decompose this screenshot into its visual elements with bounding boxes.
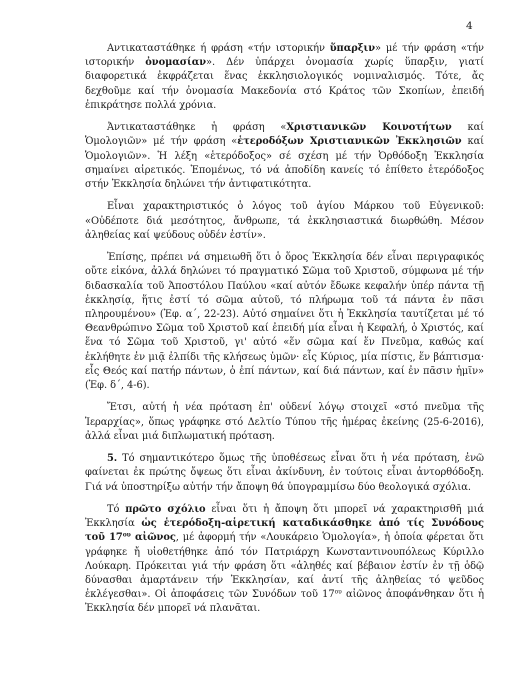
text: εἶναι ὅτι ἡ ἄποψη ὅτι μπορεῖ νά χαρακτηρισθῆ μιά Ἐκκλησία: [85, 504, 484, 530]
bold-term: ὡς ἑτερόδοξη-αἱρετική καταδικάσθηκε ἀπό τίς Συνόδους τοῦ 17: [85, 518, 484, 544]
bold-term: Χριστιανικῶν Κοινοτήτων: [286, 122, 452, 134]
bold-term: αἰῶνος: [130, 532, 176, 544]
paragraph-1: [85, 42, 484, 113]
paragraph-7: [85, 503, 484, 617]
text: , μέ ἀφορμή τήν «Λουκάρειο Ὁμολογία», ἡ ὁποία φέρεται ὅτι γράφηκε ἤ υἱοθετήθηκε ἀπό τόν Πατριάρχη Κωνσταντινουπόλεως Κύριλλο Λούκαρη. Πρόκειται γιά τήν φράση ὅτι «ἀληθές καί βέβαιον ἐστίν ἐν τῇ ὁδῷ δύνασθαι ἁμαρτάνειν τήν Ἐκκλησίαν, καί ἀντί τῆς ἀληθείας τό ψεῦδος ἐκλέγεσθαι». Οἱ ἀποφάσεις τῶν Συνόδων τοῦ 17: [85, 532, 484, 601]
page-body: [85, 42, 484, 625]
superscript: ου: [122, 531, 131, 539]
text: Εἶναι χαρακτηριστικός ὁ λόγος τοῦ ἁγίου Μάρκου τοῦ Εὐγενικοῦ: «Οὐδέποτε διά μεσότητος, ἄνθρωπε, τά ἐκκλησιαστικά διωρθώθη. Μέσον ἀληθείας καί ψεύδους οὐδέν ἐστίν».: [85, 201, 484, 241]
bold-term: ἑτεροδόξων Χριστιανικῶν Ἐκκλησιῶν: [237, 136, 462, 148]
paragraph-3: [85, 200, 484, 243]
paragraph-2: [85, 121, 484, 192]
text: » μέ τήν φράση «τήν ιστορικήν: [85, 43, 484, 69]
section-number: 5.: [107, 453, 118, 465]
bold-term: πρῶτο σχόλιο: [125, 504, 206, 516]
bold-term: ὀνομασίαν: [145, 57, 206, 69]
text: Αντικαταστάθηκε ή φράση «τήν ιστορικήν: [107, 43, 330, 54]
text: Τό: [107, 504, 126, 516]
bold-term: ὕπαρξιν: [329, 43, 376, 54]
text: Τό σημαντικότερο ὅμως τῆς ὑποθέσεως εἶναι ὅτι ἡ νέα πρόταση, ἐνῶ φαίνεται ἐκ πρώτης ὄψεως ὅτι εἶναι ἀκίνδυνη, ἐν τούτοις εἶναι ἀντορθόδοξη. Γιά νά ὑποστηρίξω αὐτήν τήν ἄποψη θά ὑπογραμμίσω δύο θεολογικά σχόλια.: [85, 453, 484, 493]
page-number: 4: [466, 20, 473, 32]
paragraph-4: [85, 251, 484, 393]
text: Ἐπίσης, πρέπει νά σημειωθῆ ὅτι ὁ ὅρος Ἐκκλησία δέν εἶναι περιγραφικός οὔτε εἰκόνα, ἀλλά δηλώνει τό πραγματικό Σῶμα τοῦ Χριστοῦ, σύμφωνα μέ τήν διδασκαλία τοῦ Ἀποστόλου Παύλου «καί αὐτόν ἔδωκε κεφαλήν ὑπέρ πάντα τῇ ἐκκλησίᾳ, ἥτις ἐστί τό σῶμα αὐτοῦ, τό πλήρωμα τοῦ τά πάντα ἐν πᾶσι πληρουμένου» (Ἐφ. α΄, 22-23). Αὐτό σημαίνει ὅτι ἡ Ἐκκλησία ταυτίζεται μέ τό Θεανθρώπινο Σῶμα τοῦ Χριστοῦ καί ἐπειδή μία εἶναι ἡ Κεφαλή, ὁ Χριστός, καί ἕνα τό Σῶμα τοῦ Χριστοῦ, γι' αὐτό «ἕν σῶμα καί ἕν Πνεῦμα, καθώς καί ἐκλήθητε ἐν μιᾷ ἐλπίδι τῆς κλήσεως ὑμῶν· εἷς Κύριος, μία πίστις, ἕν βάπτισμα· εἷς Θεός καί πατήρ πάντων, ὁ ἐπί πάντων, καί διά πάντων, καί ἐν πᾶσιν ἡμῖν» (Ἐφ. δ΄, 4-6).: [85, 252, 484, 392]
text: καί Ὁμολογιῶν». Ἡ λέξη «ἑτερόδοξος» σέ σχέση μέ τήν Ὀρθόδοξη Ἐκκλησία σημαίνει αἱρετικός. Ἑπομένως, τό νά ἀποδίδη κανείς τό ἐπίθετο ἑτερόδοξος στήν Ἐκκλησία δηλώνει τήν ἀντιφατικότητα.: [85, 136, 484, 191]
superscript: ου: [334, 588, 342, 596]
text: καί Ὁμολογιῶν» μέ τήν φράση «: [85, 122, 484, 148]
paragraph-6: [85, 452, 484, 495]
text: αἰῶνος ἀποφάνθηκαν ὅτι ἡ Ἐκκλησία δέν μπορεῖ νά πλανᾶται.: [85, 589, 484, 615]
text: Ἀντικαταστάθηκε ἡ φράση «: [107, 122, 287, 134]
text: Ἔτσι, αὐτή ἡ νέα πρόταση ἐπ' οὐδενί λόγῳ στοιχεῖ «στό πνεῦμα τῆς Ἱεραρχίας», ὅπως γράφηκε στό Δελτίο Τύπου τῆς ἡμέρας ἐκείνης (25-6-2016), ἀλλά εἶναι μιά διπλωματική πρόταση.: [85, 402, 484, 442]
text: ». Δέν ὑπάρχει ὀνομασία χωρίς ὕπαρξιν, γιατί διαφορετικά ἐκφράζεται ἕνας ἐκκλησιολογικός νομιναλισμός. Τότε, ἄς δεχθοῦμε καί τήν ὀνομασία Μακεδονία στό Κράτος τῶν Σκοπίων, ἐπειδή ἐπικράτησε πολλά χρόνια.: [85, 57, 484, 111]
paragraph-5: [85, 401, 484, 444]
